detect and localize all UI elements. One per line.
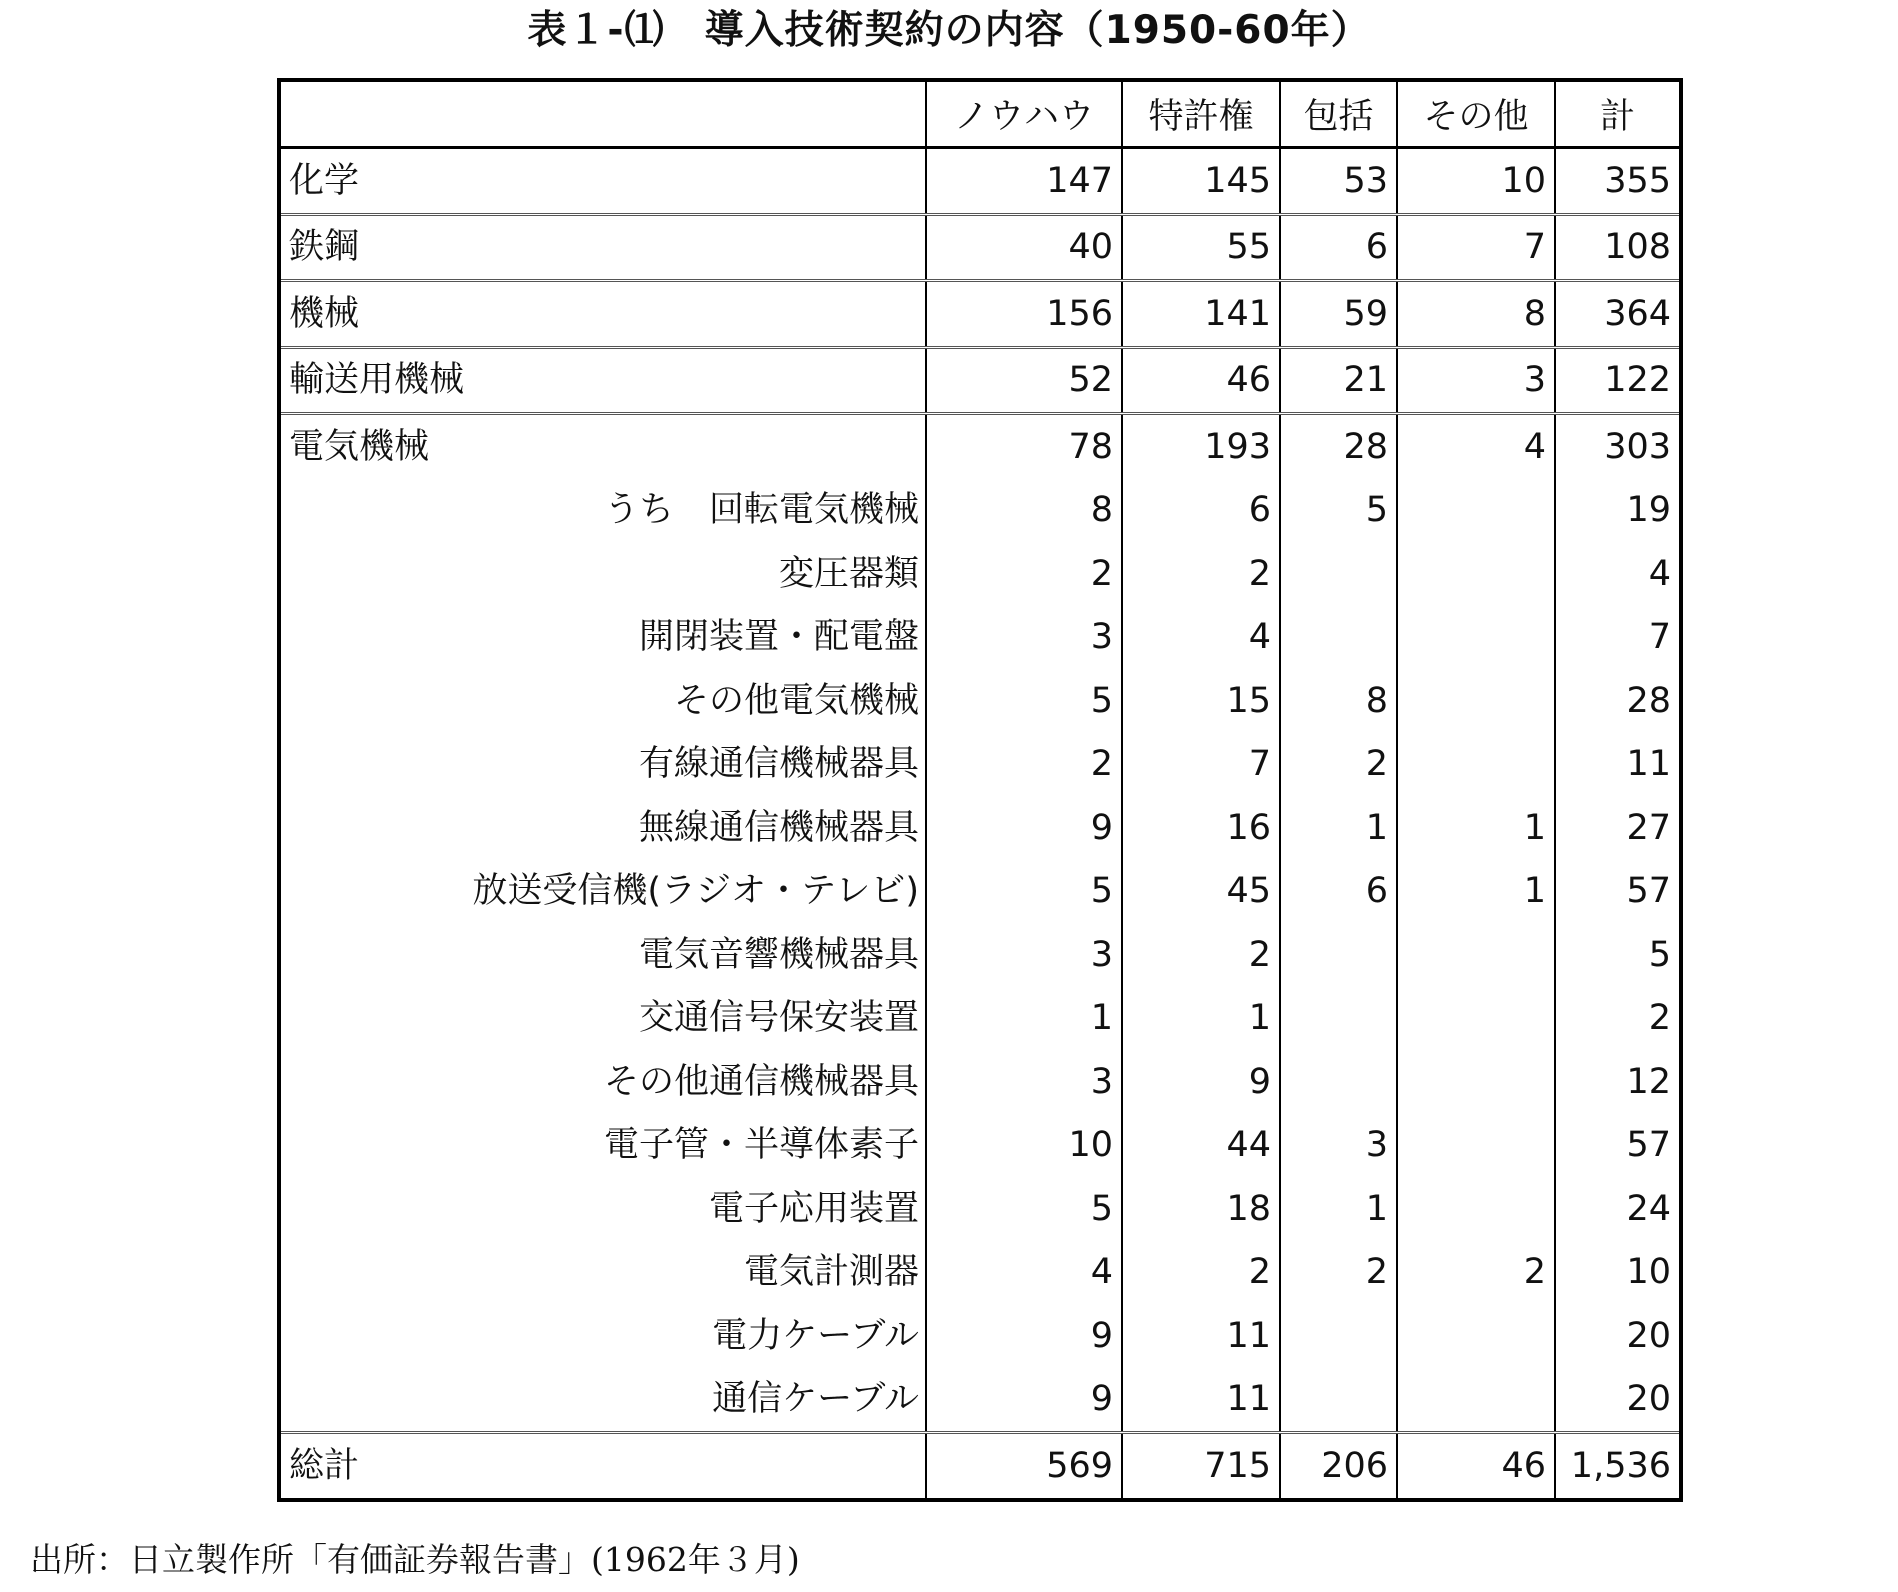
cell-patent: 715 (1122, 1433, 1280, 1500)
cell-knowhow: 9 (926, 1368, 1122, 1433)
cell-knowhow: 3 (926, 923, 1122, 987)
cell-comprehensive (1280, 1368, 1397, 1433)
cell-comprehensive: 6 (1280, 860, 1397, 924)
cell-other: 7 (1397, 214, 1555, 281)
cell-comprehensive: 3 (1280, 1114, 1397, 1178)
category-row (279, 281, 1681, 348)
cell-comprehensive (1280, 542, 1397, 606)
sub-category-row (279, 1368, 1681, 1433)
cell-total: 355 (1555, 148, 1681, 215)
row-label: 電子管・半導体素子 (279, 1114, 926, 1178)
cell-knowhow: 78 (926, 414, 1122, 479)
column-header-knowhow: ノウハウ (926, 80, 1122, 148)
cell-knowhow: 5 (926, 669, 1122, 733)
cell-knowhow: 1 (926, 987, 1122, 1051)
cell-other: 8 (1397, 281, 1555, 348)
row-label: 変圧器類 (279, 542, 926, 606)
sub-category-row (279, 860, 1681, 924)
sub-category-row (279, 1304, 1681, 1368)
cell-other (1397, 542, 1555, 606)
category-row (279, 414, 1681, 479)
cell-patent: 6 (1122, 479, 1280, 543)
row-label: その他通信機械器具 (279, 1050, 926, 1114)
cell-patent: 1 (1122, 987, 1280, 1051)
cell-other (1397, 1114, 1555, 1178)
cell-patent: 141 (1122, 281, 1280, 348)
cell-comprehensive: 5 (1280, 479, 1397, 543)
sub-category-row (279, 1114, 1681, 1178)
cell-total: 108 (1555, 214, 1681, 281)
row-label: 開閉装置・配電盤 (279, 606, 926, 670)
sub-category-row (279, 1177, 1681, 1241)
cell-patent: 9 (1122, 1050, 1280, 1114)
cell-knowhow: 156 (926, 281, 1122, 348)
cell-comprehensive: 2 (1280, 733, 1397, 797)
row-label: その他電気機械 (279, 669, 926, 733)
sub-category-row (279, 479, 1681, 543)
cell-total: 364 (1555, 281, 1681, 348)
cell-other: 10 (1397, 148, 1555, 215)
row-label: 無線通信機械器具 (279, 796, 926, 860)
row-label: 電力ケーブル (279, 1304, 926, 1368)
cell-other: 4 (1397, 414, 1555, 479)
cell-knowhow: 2 (926, 542, 1122, 606)
cell-total: 20 (1555, 1304, 1681, 1368)
cell-other (1397, 1177, 1555, 1241)
cell-total: 10 (1555, 1241, 1681, 1305)
cell-other (1397, 733, 1555, 797)
column-header-patent: 特許権 (1122, 80, 1280, 148)
cell-knowhow: 52 (926, 347, 1122, 414)
cell-total: 19 (1555, 479, 1681, 543)
cell-total: 11 (1555, 733, 1681, 797)
cell-total: 7 (1555, 606, 1681, 670)
cell-comprehensive: 1 (1280, 796, 1397, 860)
column-header-comprehensive: 包括 (1280, 80, 1397, 148)
cell-patent: 2 (1122, 1241, 1280, 1305)
cell-comprehensive: 8 (1280, 669, 1397, 733)
cell-knowhow: 4 (926, 1241, 1122, 1305)
cell-patent: 18 (1122, 1177, 1280, 1241)
cell-total: 1,536 (1555, 1433, 1681, 1500)
cell-other (1397, 1368, 1555, 1433)
cell-patent: 4 (1122, 606, 1280, 670)
cell-comprehensive: 21 (1280, 347, 1397, 414)
column-header-blank (279, 80, 926, 148)
cell-total: 2 (1555, 987, 1681, 1051)
cell-knowhow: 569 (926, 1433, 1122, 1500)
cell-total: 28 (1555, 669, 1681, 733)
cell-patent: 2 (1122, 542, 1280, 606)
cell-comprehensive: 28 (1280, 414, 1397, 479)
cell-patent: 46 (1122, 347, 1280, 414)
row-label: 放送受信機(ラジオ・テレビ) (279, 860, 926, 924)
cell-other (1397, 1304, 1555, 1368)
sub-category-row (279, 669, 1681, 733)
cell-comprehensive: 6 (1280, 214, 1397, 281)
cell-knowhow: 9 (926, 1304, 1122, 1368)
cell-comprehensive (1280, 987, 1397, 1051)
cell-total: 27 (1555, 796, 1681, 860)
cell-comprehensive (1280, 606, 1397, 670)
column-header-other: その他 (1397, 80, 1555, 148)
cell-other (1397, 923, 1555, 987)
cell-patent: 44 (1122, 1114, 1280, 1178)
table-title: 表１-⑴ 導入技術契約の内容（1950-60年） (527, 8, 1371, 53)
row-label: 機械 (279, 281, 926, 348)
cell-patent: 55 (1122, 214, 1280, 281)
grand-total-row (279, 1433, 1681, 1500)
cell-patent: 45 (1122, 860, 1280, 924)
sub-category-row (279, 733, 1681, 797)
row-label: 有線通信機械器具 (279, 733, 926, 797)
cell-knowhow: 40 (926, 214, 1122, 281)
table-header-row (279, 80, 1681, 148)
category-row (279, 148, 1681, 215)
cell-patent: 15 (1122, 669, 1280, 733)
cell-total: 4 (1555, 542, 1681, 606)
cell-total: 57 (1555, 860, 1681, 924)
cell-knowhow: 2 (926, 733, 1122, 797)
cell-patent: 16 (1122, 796, 1280, 860)
cell-knowhow: 9 (926, 796, 1122, 860)
cell-knowhow: 3 (926, 606, 1122, 670)
cell-total: 12 (1555, 1050, 1681, 1114)
cell-knowhow: 3 (926, 1050, 1122, 1114)
category-row (279, 214, 1681, 281)
cell-other: 46 (1397, 1433, 1555, 1500)
cell-other (1397, 606, 1555, 670)
sub-category-row (279, 923, 1681, 987)
sub-category-row (279, 542, 1681, 606)
cell-total: 5 (1555, 923, 1681, 987)
cell-comprehensive (1280, 1304, 1397, 1368)
row-label: 輸送用機械 (279, 347, 926, 414)
cell-knowhow: 5 (926, 860, 1122, 924)
sub-category-row (279, 796, 1681, 860)
cell-comprehensive: 1 (1280, 1177, 1397, 1241)
source-note: 出所：日立製作所「有価証券報告書」(1962年３月) (30, 1540, 800, 1579)
row-label: 化学 (279, 148, 926, 215)
cell-other (1397, 987, 1555, 1051)
table-body (279, 148, 1681, 1433)
cell-patent: 7 (1122, 733, 1280, 797)
sub-category-row (279, 1050, 1681, 1114)
cell-patent: 11 (1122, 1304, 1280, 1368)
cell-total: 122 (1555, 347, 1681, 414)
cell-other (1397, 669, 1555, 733)
cell-total: 303 (1555, 414, 1681, 479)
category-row (279, 347, 1681, 414)
cell-patent: 11 (1122, 1368, 1280, 1433)
cell-knowhow: 8 (926, 479, 1122, 543)
sub-category-row (279, 606, 1681, 670)
cell-comprehensive: 59 (1280, 281, 1397, 348)
cell-comprehensive (1280, 923, 1397, 987)
contracts-table (277, 78, 1683, 1502)
column-header-total: 計 (1555, 80, 1681, 148)
row-label: 電気音響機械器具 (279, 923, 926, 987)
cell-comprehensive: 206 (1280, 1433, 1397, 1500)
cell-other (1397, 1050, 1555, 1114)
cell-knowhow: 10 (926, 1114, 1122, 1178)
row-label: 電子応用装置 (279, 1177, 926, 1241)
cell-comprehensive: 53 (1280, 148, 1397, 215)
cell-patent: 2 (1122, 923, 1280, 987)
row-label: 鉄鋼 (279, 214, 926, 281)
cell-total: 20 (1555, 1368, 1681, 1433)
cell-comprehensive (1280, 1050, 1397, 1114)
row-label: うち 回転電気機械 (279, 479, 926, 543)
cell-other: 1 (1397, 860, 1555, 924)
row-label: 電気計測器 (279, 1241, 926, 1305)
sub-category-row (279, 1241, 1681, 1305)
cell-patent: 193 (1122, 414, 1280, 479)
cell-total: 24 (1555, 1177, 1681, 1241)
cell-comprehensive: 2 (1280, 1241, 1397, 1305)
cell-other: 2 (1397, 1241, 1555, 1305)
cell-other (1397, 479, 1555, 543)
row-label: 交通信号保安装置 (279, 987, 926, 1051)
cell-knowhow: 147 (926, 148, 1122, 215)
row-label: 電気機械 (279, 414, 926, 479)
row-label: 総計 (279, 1433, 926, 1500)
cell-patent: 145 (1122, 148, 1280, 215)
cell-total: 57 (1555, 1114, 1681, 1178)
sub-category-row (279, 987, 1681, 1051)
cell-other: 3 (1397, 347, 1555, 414)
row-label: 通信ケーブル (279, 1368, 926, 1433)
cell-other: 1 (1397, 796, 1555, 860)
cell-knowhow: 5 (926, 1177, 1122, 1241)
